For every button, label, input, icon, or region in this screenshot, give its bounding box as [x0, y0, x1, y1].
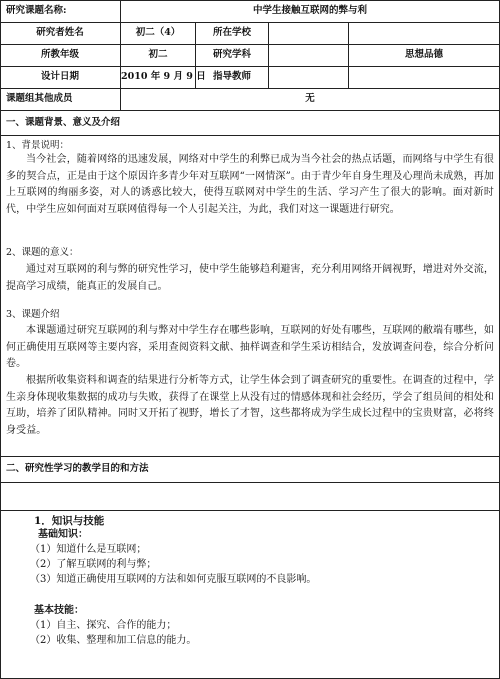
subject-value: 思想品德	[404, 49, 443, 60]
grade-label: 所教年级	[40, 49, 79, 60]
knowledge-skills-heading: 1．知识与技能	[34, 515, 105, 527]
topic-value: 中学生接触互联网的弊与利	[252, 5, 367, 16]
grade-value: 初二	[148, 49, 168, 60]
date-label: 设计日期	[40, 71, 79, 82]
background-heading: 1、背景说明：	[6, 140, 70, 151]
section1-title: 一、课题背景、意义及介绍	[6, 117, 121, 128]
meaning-text: 通过对互联网的利与弊的研究性学习，使中学生能够趋利避害，充分利用网络开阔视野，增进对外交流，提高学习成绩，能真正的发展自己。	[6, 264, 494, 292]
researcher-label: 研究者姓名	[36, 27, 84, 38]
school-label: 所在学校	[212, 27, 251, 38]
advisor-label: 指导教师	[212, 71, 251, 82]
date-value: 2010 年 9 月 9 日	[121, 71, 206, 82]
knowledge-item: （3）知道正确使用互联网的方法和如何克服互联网的不良影响。	[30, 574, 317, 585]
researcher-value: 初二（4）	[135, 27, 181, 38]
members-label: 课题组其他成员	[6, 93, 73, 104]
meaning-heading: 2、课题的意义：	[6, 247, 79, 258]
intro-text-1: 本课题通过研究互联网的利与弊对中学生存在哪些影响，互联网的好处有哪些，互联网的敝端有哪些，如何正确使用互联网等主要内容，采用查阅资料文献、抽样调查和学生采访相结合，发放调查问卷，综合分析问卷。	[6, 325, 494, 369]
skills-item: （1）自主、探究、合作的能力；	[30, 620, 177, 631]
section2-title: 二、研究性学习的教学目的和方法	[6, 463, 149, 474]
intro-text-2: 根据所收集资料和调查的结果进行分析等方式，让学生体会到了调查研究的重要性。在调查的过程中，学生亲身体现收集数据的成功与失败，获得了在课堂上从没有过的情感体现和社会经历，学会了组员间的相处和互助，培养了团队精神。同时又开拓了视野，增长了才智，这些都将成为学生成长过程中的宝贵财富，必将终身受益。	[6, 375, 494, 436]
intro-heading: 3、课题介绍	[6, 309, 60, 320]
basic-skills-heading: 基本技能：	[34, 605, 84, 616]
basic-knowledge-heading: 基础知识：	[38, 529, 88, 540]
background-text: 当今社会，随着网络的迅速发展，网络对中学生的利弊已成为当今社会的热点话题，而网络与中学生有很多的契合点，正是由于这个原因许多青少年对互联网“一网情深”。由于青少年自身生理及心理尚未成熟，再加上互联网的绚丽多姿，对人的诱惑比较大，使得互联网对中学生的生活、学习产生了很大的影响。面对新时代，中学生应如何面对互联网值得每一个人引起关注，为此，我们对这一课题进行研究。	[6, 154, 494, 215]
subject-label: 研究学科	[212, 49, 251, 60]
knowledge-item: （1）知道什么是互联网；	[30, 544, 147, 555]
topic-label: 研究课题名称:	[6, 5, 67, 16]
members-value: 无	[305, 93, 315, 104]
knowledge-item: （2）了解互联网的利与弊；	[30, 559, 157, 570]
skills-item: （2）收集、整理和加工信息的能力。	[30, 635, 197, 646]
